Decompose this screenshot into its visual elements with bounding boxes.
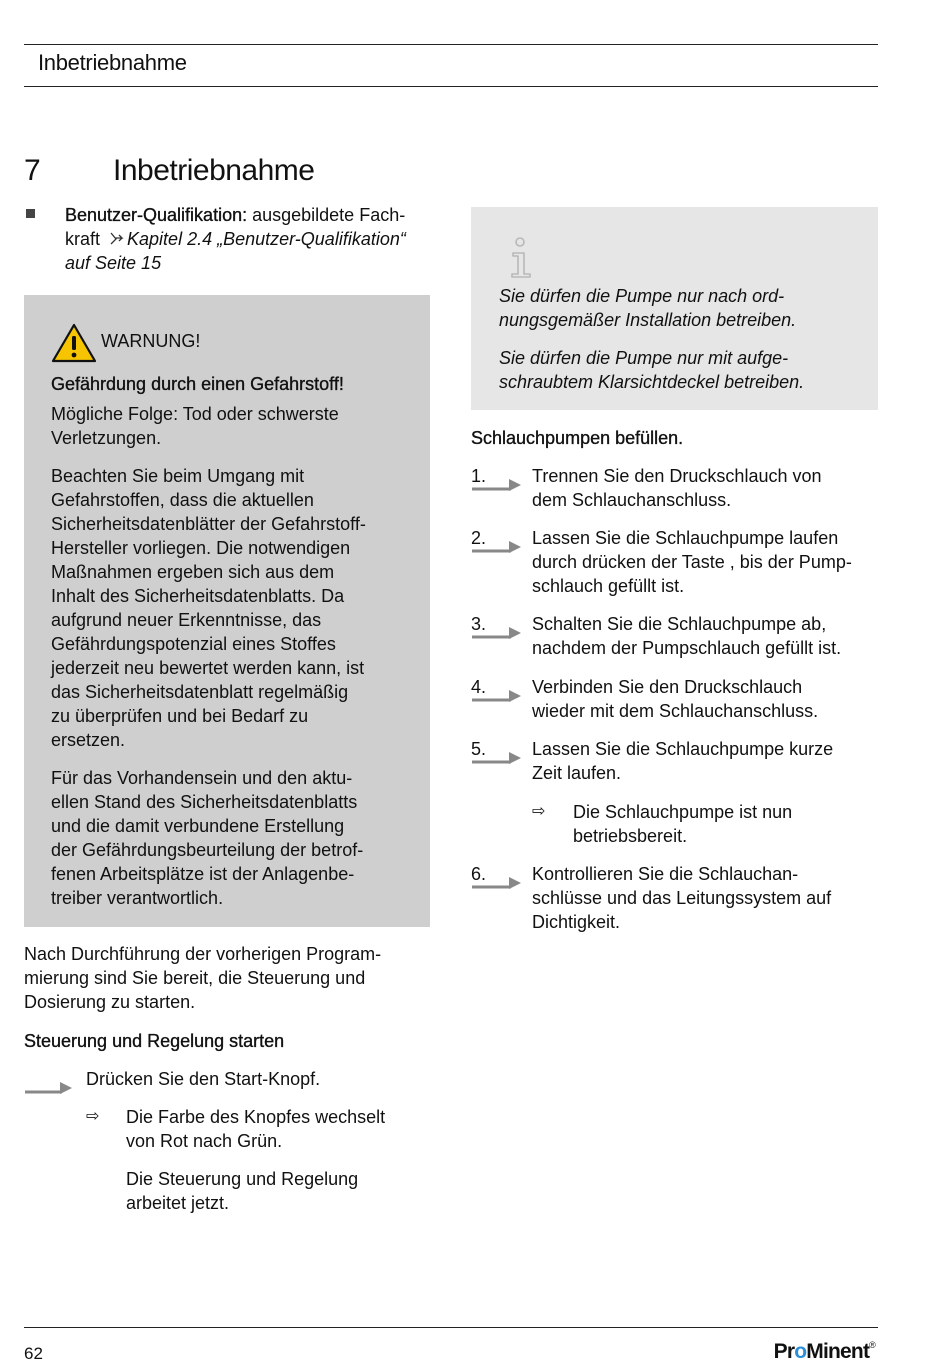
warning-consequence	[51, 402, 411, 450]
result-arrow-icon: ⇨	[532, 803, 546, 820]
text-line: Dosierung zu starten.	[24, 992, 196, 1012]
text-line: Nach Durchführung der vorherigen Program-	[24, 944, 382, 964]
step-number: 1.	[471, 466, 487, 486]
text-line: Für das Vorhandensein und den aktu-	[51, 768, 353, 788]
text-line: Kontrollieren Sie die Schlauchan-	[532, 864, 799, 884]
text-line: Gefährdungspotenzial eines Stoffes	[51, 634, 336, 654]
header-top-rule	[24, 44, 878, 45]
fill-step-5	[471, 737, 881, 785]
result-arrow-icon: ⇨	[86, 1108, 100, 1125]
text-line: Hersteller vorliegen. Die notwendigen	[51, 538, 351, 558]
step-arrow-icon	[471, 536, 523, 556]
logo-text-accent: o	[794, 1340, 807, 1363]
text-line: Gefahrstoffen, dass die aktuellen	[51, 490, 314, 510]
warning-triangle-icon	[51, 323, 97, 363]
text-line: Verletzungen.	[51, 428, 162, 448]
text-line: Schalten Sie die Schlauchpumpe ab,	[532, 614, 827, 634]
cross-reference-icon	[109, 232, 125, 246]
warning-heading: Gefährdung durch einen Gefahrstoff!	[51, 374, 344, 394]
step-arrow-icon	[471, 872, 523, 892]
text-line: jederzeit neu bewertet werden kann, ist	[51, 658, 365, 678]
text-line: Sie dürfen die Pumpe nur mit aufge-	[499, 348, 789, 368]
info-note-2	[499, 346, 859, 394]
logo-text: Minent	[806, 1340, 870, 1363]
text-line: Verbinden Sie den Druckschlauch	[532, 677, 803, 697]
logo-text: Pr	[773, 1340, 795, 1363]
fill-step-6	[471, 862, 881, 934]
step-text: Drücken Sie den Start-Knopf.	[86, 1069, 321, 1089]
text-line: zu überprüfen und bei Bedarf zu	[51, 706, 309, 726]
text-line: Zeit laufen.	[532, 763, 622, 783]
step-arrow-icon	[471, 747, 523, 767]
info-note-1	[499, 284, 859, 332]
info-icon	[509, 237, 533, 279]
text-line: und die damit verbundene Erstellung	[51, 816, 345, 836]
bullet-square-icon	[26, 209, 35, 218]
text-line: das Sicherheitsdatenblatt regelmäßig	[51, 682, 349, 702]
text-line: Beachten Sie beim Umgang mit	[51, 466, 305, 486]
step-arrow-icon	[471, 474, 523, 494]
text-line: durch drücken der Taste , bis der Pump-	[532, 552, 852, 572]
text-line: Lassen Sie die Schlauchpumpe kurze	[532, 739, 834, 759]
header-bottom-rule	[24, 86, 878, 87]
text-line: Maßnahmen ergeben sich aus dem	[51, 562, 335, 582]
qualification-label: Benutzer-Qualifikation:	[65, 205, 248, 225]
step-arrow-icon	[24, 1076, 74, 1096]
prominent-logo	[774, 1340, 875, 1364]
text-line: Sie dürfen die Pumpe nur nach ord-	[499, 286, 785, 306]
registered-mark: ®	[869, 1340, 875, 1350]
intro-paragraph	[24, 942, 424, 1014]
text-line: nungsgemäßer Installation betreiben.	[499, 310, 797, 330]
text-line: ersetzen.	[51, 730, 126, 750]
chapter-number: 7	[24, 154, 41, 187]
text-line: ellen Stand des Sicherheitsdatenblatts	[51, 792, 358, 812]
text-line: nachdem der Pumpschlauch gefüllt ist.	[532, 638, 842, 658]
text-line: aufgrund neuer Erkenntnisse, das	[51, 610, 322, 630]
page-reference-link[interactable]: auf Seite 15	[65, 253, 162, 273]
text-line: wieder mit dem Schlauchanschluss.	[532, 701, 819, 721]
text-line: Die Schlauchpumpe ist nun	[573, 802, 793, 822]
warning-paragraph-2	[51, 766, 411, 910]
qualification-text: ausgebildete Fach-	[252, 205, 406, 225]
text-line: Die Farbe des Knopfes wechselt	[126, 1107, 386, 1127]
text-line: schlauch gefüllt ist.	[532, 576, 685, 596]
text-line: schraubtem Klarsichtdeckel betreiben.	[499, 372, 805, 392]
step-arrow-icon	[471, 622, 523, 642]
text-line: Die Steuerung und Regelung	[126, 1169, 359, 1189]
info-box	[471, 207, 878, 410]
chapter-reference-link[interactable]: Kapitel 2.4 „Benutzer-Qualifikation“	[127, 229, 406, 249]
chapter-title: Inbetriebnahme	[113, 154, 315, 187]
text-line: Lassen Sie die Schlauchpumpe laufen	[532, 528, 839, 548]
control-result-1	[86, 1105, 426, 1153]
text-line: Trennen Sie den Druckschlauch von	[532, 466, 822, 486]
text-line: von Rot nach Grün.	[126, 1131, 283, 1151]
step-arrow-icon	[471, 685, 523, 705]
warning-paragraph-1	[51, 464, 411, 752]
fill-heading: Schlauchpumpen befüllen.	[471, 428, 684, 448]
footer-rule	[24, 1327, 878, 1328]
text-line: mierung sind Sie bereit, die Steuerung und	[24, 968, 366, 988]
text-line: schlüsse und das Leitungssystem auf	[532, 888, 832, 908]
fill-step-4	[471, 675, 881, 723]
text-line: treiber verantwortlich.	[51, 888, 224, 908]
page-number: 62	[24, 1344, 43, 1363]
warning-signal-word: WARNUNG!	[101, 331, 201, 351]
text-line: Mögliche Folge: Tod oder schwerste	[51, 404, 339, 424]
text-line: dem Schlauchanschluss.	[532, 490, 732, 510]
fill-step-3	[471, 612, 881, 660]
step-number: 5.	[471, 739, 487, 759]
qualification-text-2: kraft	[65, 229, 101, 249]
fill-step-2	[471, 526, 881, 598]
text-line: Sicherheitsdatenblätter der Gefahrstoff-	[51, 514, 366, 534]
control-step	[24, 1067, 444, 1091]
text-line: betriebsbereit.	[573, 826, 688, 846]
step-number: 6.	[471, 864, 487, 884]
text-line: Inhalt des Sicherheitsdatenblatts. Da	[51, 586, 345, 606]
text-line: Dichtigkeit.	[532, 912, 621, 932]
step-number: 3.	[471, 614, 487, 634]
running-header: Inbetriebnahme	[38, 50, 187, 75]
step-number: 4.	[471, 677, 487, 697]
text-line: fenen Arbeitsplätze ist der Anlagenbe-	[51, 864, 355, 884]
control-result-2	[86, 1167, 426, 1215]
step-number: 2.	[471, 528, 487, 548]
fill-step-1	[471, 464, 881, 512]
warning-box	[24, 295, 430, 927]
fill-result	[532, 800, 872, 848]
text-line: der Gefährdungsbeurteilung der betrof-	[51, 840, 364, 860]
control-heading: Steuerung und Regelung starten	[24, 1031, 285, 1051]
text-line: arbeitet jetzt.	[126, 1193, 230, 1213]
qualification-item	[24, 203, 444, 275]
